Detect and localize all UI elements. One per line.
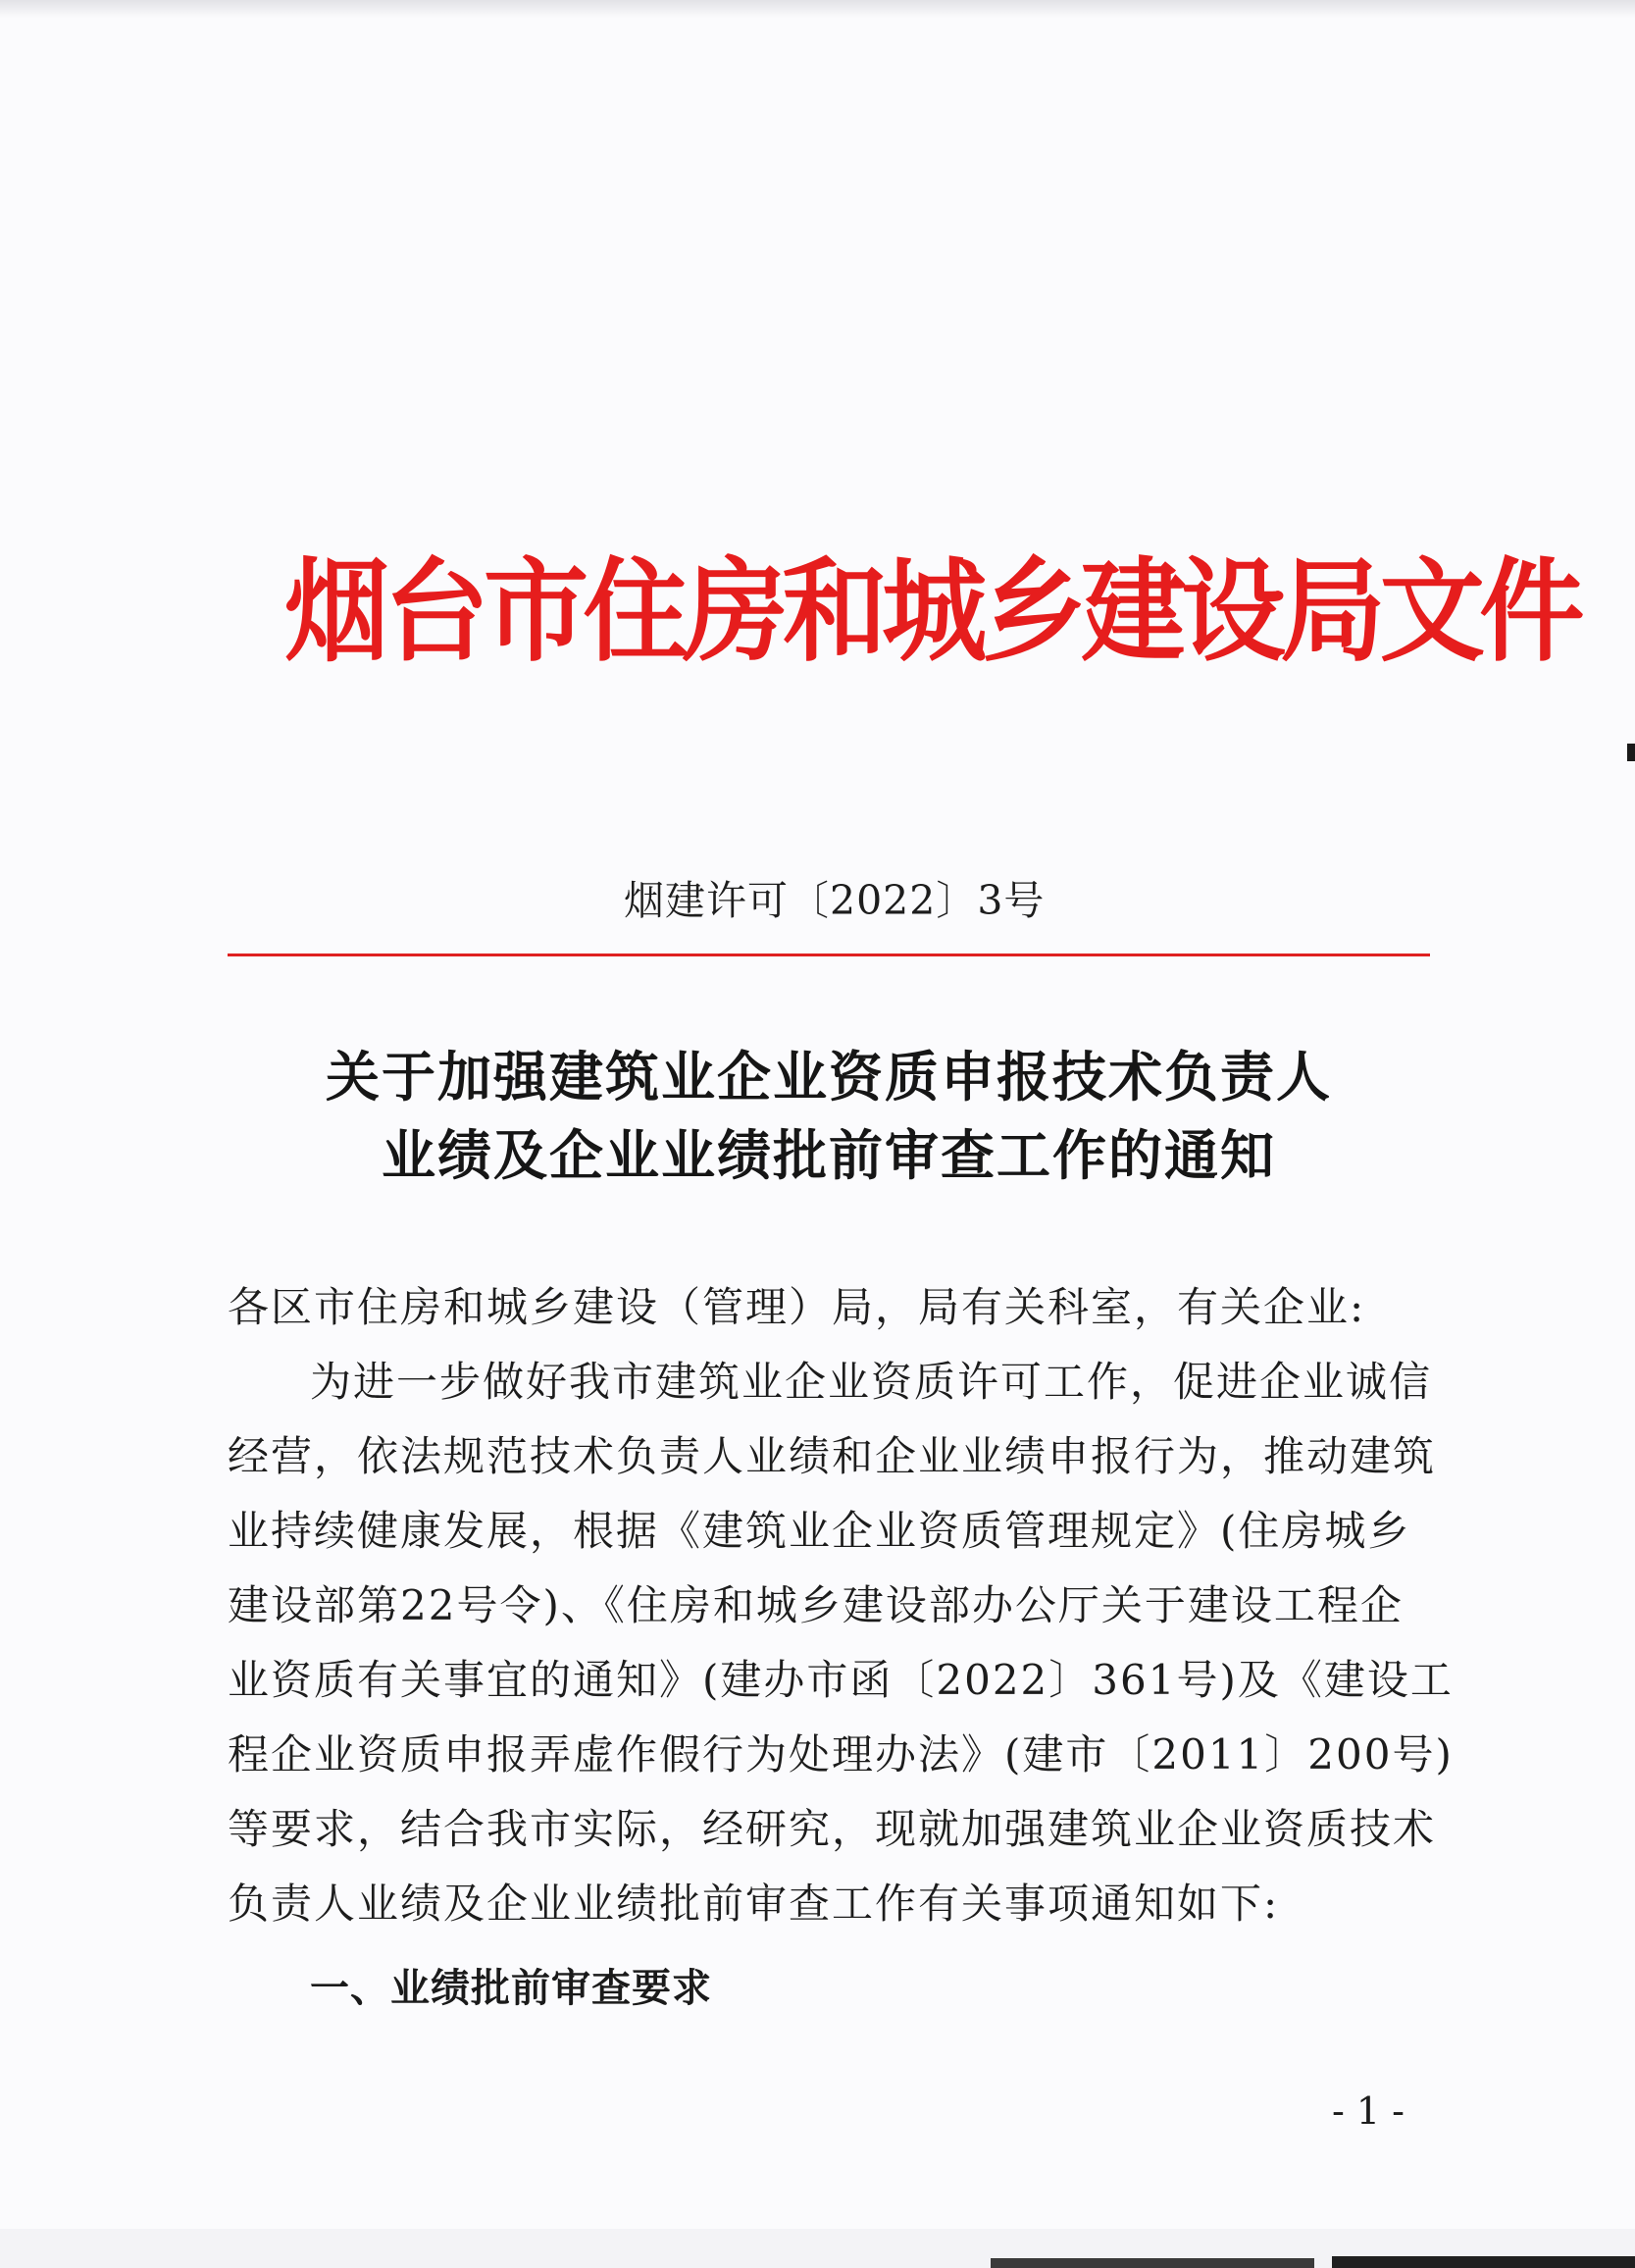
scan-shadow-top [0,0,1635,18]
body-line: 为进一步做好我市建筑业企业资质许可工作，促进企业诚信 [310,1358,1433,1406]
scan-bottom-edge [1332,2256,1635,2268]
body-line: 经营，依法规范技术负责人业绩和企业业绩申报行为，推动建筑 [228,1432,1437,1480]
notice-title-line-2: 业绩及企业业绩批前审查工作的通知 [381,1123,1276,1187]
document-number: 烟建许可〔2022〕3号 [624,877,1046,924]
issuer-title: 烟台市住房和城乡建设局文件 [284,545,1579,677]
body-line: 建设部第22号令)、《住房和城乡建设部办公厅关于建设工程企 [228,1581,1404,1629]
notice-title-line-1: 关于加强建筑业企业资质申报技术负责人 [325,1045,1332,1108]
red-divider-line [228,954,1430,956]
body-line: 业持续健康发展，根据《建筑业企业资质管理规定》(住房城乡 [228,1507,1411,1555]
body-line: 程企业资质申报弄虚作假行为处理办法》(建市〔2011〕200号) [228,1730,1454,1778]
body-line: 负责人业绩及企业业绩批前审查工作有关事项通知如下: [228,1880,1280,1928]
addressee-line: 各区市住房和城乡建设（管理）局，局有关科室，有关企业: [228,1283,1366,1331]
scan-bottom-edge [991,2258,1314,2268]
page-number: - 1 - [1331,2089,1405,2133]
section-1-heading: 一、业绩批前审查要求 [310,1966,712,2011]
scan-edge-mark [1627,744,1635,761]
body-line: 业资质有关事宜的通知》(建办市函〔2022〕361号)及《建设工 [228,1656,1454,1704]
body-line: 等要求，结合我市实际，经研究，现就加强建筑业企业资质技术 [228,1805,1437,1853]
